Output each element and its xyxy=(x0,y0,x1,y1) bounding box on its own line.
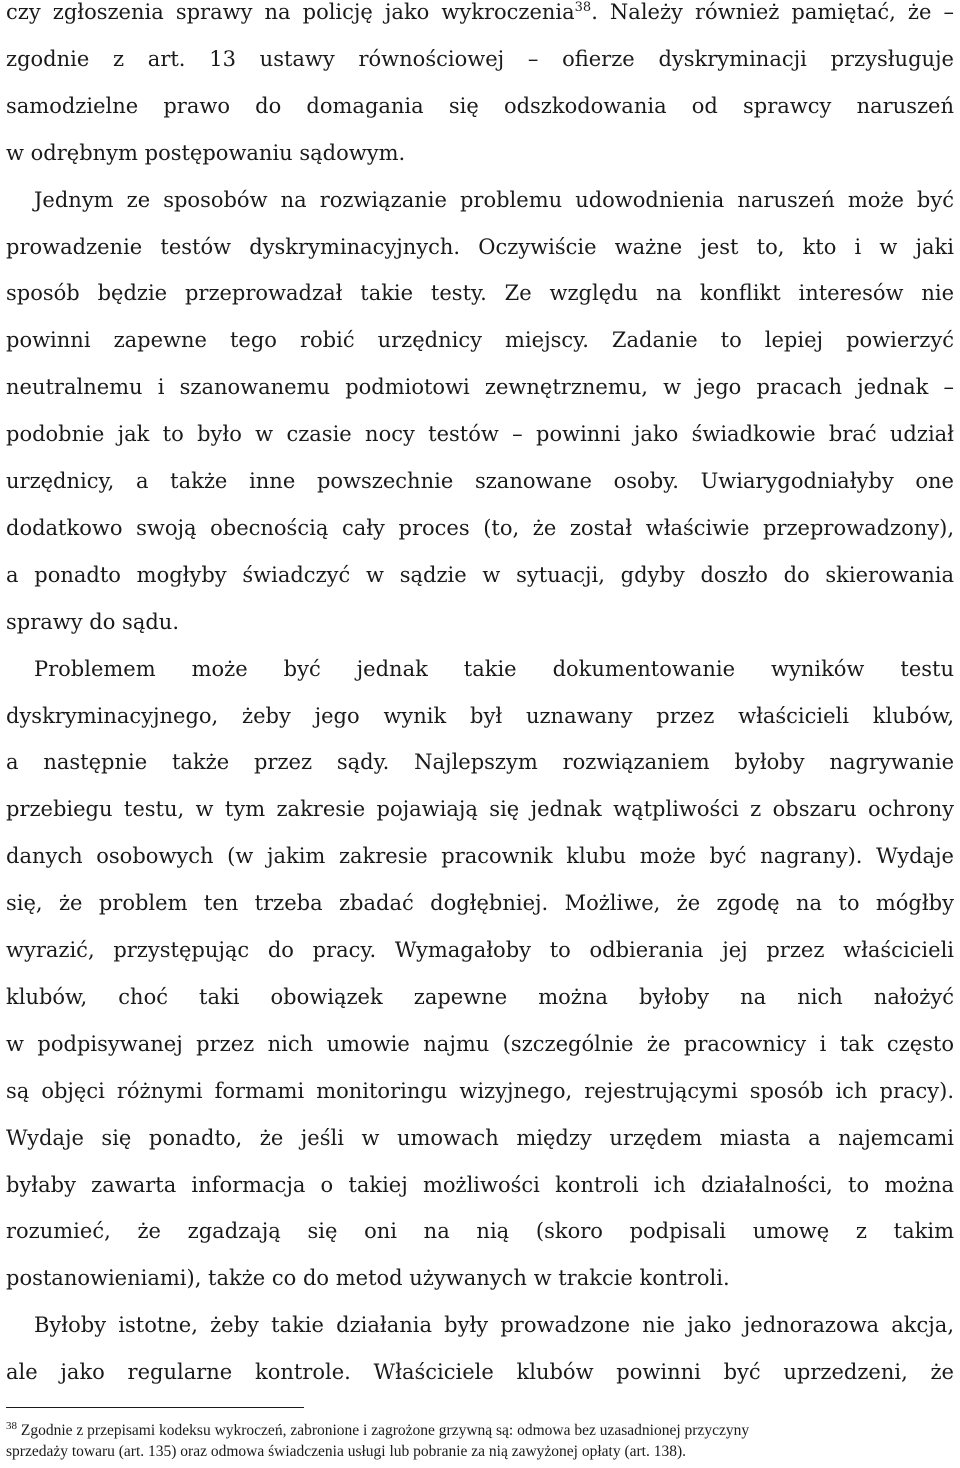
text-line xyxy=(6,0,954,35)
text-line xyxy=(6,1349,954,1395)
text-line xyxy=(6,177,954,223)
text-line xyxy=(6,83,954,129)
line-text: byłaby zawarta informacja o takiej możliwości kontroli ich działalności, to można xyxy=(6,1172,954,1197)
footnote-line xyxy=(6,1442,954,1462)
line-text: Jednym ze sposobów na rozwiązanie problemu udowodnienia naruszeń może być xyxy=(34,187,954,212)
text-line xyxy=(6,458,954,504)
line-text: samodzielne prawo do domagania się odszkodowania od sprawcy naruszeń xyxy=(6,93,954,118)
text-line xyxy=(6,552,954,598)
line-text: urzędnicy, a także inne powszechnie szanowane osoby. Uwiarygodniałyby one xyxy=(6,469,954,493)
footnote-text: Zgodnie z przepisami kodeksu wykroczeń, zabronione i zagrożone grzywną są: odmowa bez uzasadnionej przyczyny xyxy=(20,1422,750,1439)
text-line xyxy=(6,739,954,785)
footnote-text: sprzedaży towaru (art. 135) oraz odmowa świadczenia usługi lub pobranie za nią zawyżonej opłaty (art. 138). xyxy=(6,1443,687,1460)
text-line xyxy=(6,599,954,645)
line-text: podobnie jak to było w czasie nocy testów – powinni jako świadkowie brać udział xyxy=(6,422,954,447)
text-line xyxy=(6,1068,954,1114)
line-text: a ponadto mogłyby świadczyć w sądzie w sytuacji, gdyby doszło do skierowania xyxy=(6,562,954,587)
text-line xyxy=(6,1302,954,1348)
text-line xyxy=(6,270,954,316)
footnote-number: 38 xyxy=(6,1421,17,1432)
line-text: w podpisywanej przez nich umowie najmu (szczególnie że pracownicy i tak często xyxy=(6,1031,954,1056)
text-line xyxy=(6,130,954,176)
text-line xyxy=(6,317,954,363)
text-line xyxy=(6,646,954,692)
line-text: rozumieć, że zgadzają się oni na nią (skoro podpisali umowę z takim xyxy=(6,1219,954,1244)
text-line xyxy=(6,411,954,457)
line-text: zgodnie z art. 13 ustawy równościowej – ofierze dyskryminacji przysługuje xyxy=(6,46,954,71)
text-line xyxy=(6,1255,954,1301)
line-text: danych osobowych (w jakim zakresie pracownik klubu może być nagrany). Wydaje xyxy=(6,844,954,869)
line-text: ale jako regularne kontrole. Właściciele klubów powinni być uprzedzeni, że xyxy=(6,1360,954,1385)
text-line xyxy=(6,927,954,973)
text-line xyxy=(6,974,954,1020)
line-text: są objęci różnymi formami monitoringu wizyjnego, rejestrującymi sposób ich pracy). xyxy=(6,1078,954,1103)
text-line xyxy=(6,505,954,551)
line-text: a następnie także przez sądy. Najlepszym rozwiązaniem byłoby nagrywanie xyxy=(6,750,954,775)
text-line xyxy=(6,880,954,926)
line-text: czy zgłoszenia sprawy na policję jako wykroczenia xyxy=(6,0,575,24)
line-text: sprawy do sądu. xyxy=(6,609,179,634)
text-line xyxy=(6,1208,954,1254)
line-text: Problemem może być jednak takie dokumentowanie wyników testu xyxy=(34,656,954,681)
text-line xyxy=(6,1162,954,1208)
line-text: prowadzenie testów dyskryminacyjnych. Oczywiście ważne jest to, kto i w jaki xyxy=(6,234,954,259)
text-line xyxy=(6,786,954,832)
line-text: się, że problem ten trzeba zbadać dogłębniej. Możliwe, że zgodę na to mógłby xyxy=(6,891,954,916)
line-text: w odrębnym postępowaniu sądowym. xyxy=(6,140,406,165)
line-text: wyrazić, przystępując do pracy. Wymagałoby to odbierania jej przez właścicieli xyxy=(6,938,954,962)
line-text: powinni zapewne tego robić urzędnicy miejscy. Zadanie to lepiej powierzyć xyxy=(6,328,954,353)
text-line xyxy=(6,1115,954,1161)
line-text: neutralnemu i szanowanemu podmiotowi zewnętrznemu, w jego pracach jednak – xyxy=(6,375,954,400)
line-text: klubów, choć taki obowiązek zapewne można byłoby na nich nałożyć xyxy=(6,984,954,1009)
footnote-reference[interactable]: 38 xyxy=(574,0,592,15)
line-text: przebiegu testu, w tym zakresie pojawiają się jednak wątpliwości z obszaru ochrony xyxy=(6,797,954,822)
text-line xyxy=(6,224,954,270)
text-line xyxy=(6,1021,954,1067)
footnote-separator xyxy=(6,1407,304,1408)
line-text: sposób będzie przeprowadzał takie testy. Ze względu na konflikt interesów nie xyxy=(6,281,954,306)
text-line xyxy=(6,36,954,82)
footnote-line xyxy=(6,1421,954,1441)
line-text-continued: . Należy również pamiętać, że – xyxy=(591,0,954,24)
text-line xyxy=(6,693,954,739)
line-text: dyskryminacyjnego, żeby jego wynik był uznawany przez właścicieli klubów, xyxy=(6,703,954,728)
text-line xyxy=(6,364,954,410)
line-text: dodatkowo swoją obecnością cały proces (to, że został właściwie przeprowadzony), xyxy=(6,515,954,540)
text-line xyxy=(6,833,954,879)
line-text: postanowieniami), także co do metod używanych w trakcie kontroli. xyxy=(6,1266,730,1291)
line-text: Wydaje się ponadto, że jeśli w umowach między urzędem miasta a najemcami xyxy=(6,1125,954,1150)
line-text: Byłoby istotne, żeby takie działania były prowadzone nie jako jednorazowa akcja, xyxy=(34,1313,954,1338)
